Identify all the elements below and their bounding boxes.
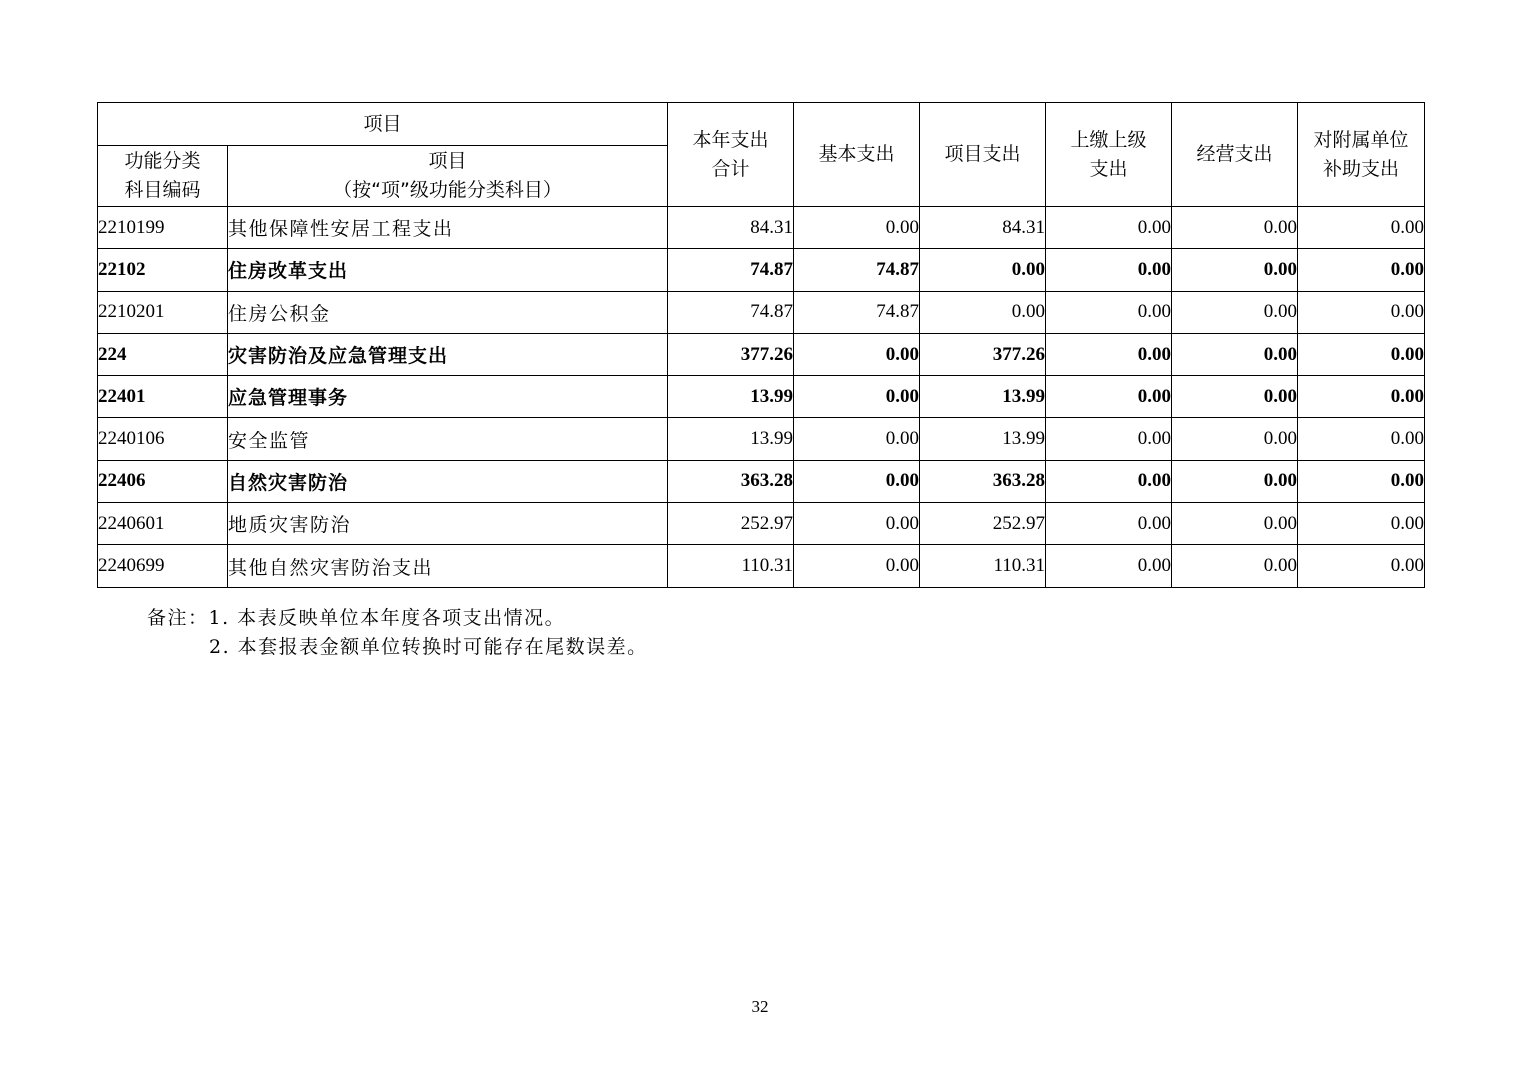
cell-code: 22102: [98, 249, 228, 291]
header-name-column: [228, 146, 668, 207]
cell-project: 377.26: [920, 333, 1046, 375]
table-body: [98, 207, 1425, 588]
header-line: 支出: [1089, 157, 1128, 180]
cell-basic: 0.00: [794, 376, 920, 418]
cell-project: 110.31: [920, 545, 1046, 587]
cell-subsidy: 0.00: [1298, 418, 1425, 460]
cell-code: 2210199: [98, 207, 228, 249]
note-line-1: [147, 604, 648, 633]
notes-label: 备注：: [147, 607, 209, 629]
table-header: [98, 103, 1425, 207]
header-line: 项目支出: [944, 143, 1021, 165]
cell-project: 13.99: [920, 418, 1046, 460]
cell-subsidy: 0.00: [1298, 503, 1425, 545]
header-basic-expenditure: [794, 103, 920, 207]
cell-project: 84.31: [920, 207, 1046, 249]
cell-total: 84.31: [668, 207, 794, 249]
header-line: 项目: [428, 150, 467, 172]
cell-basic: 0.00: [794, 545, 920, 587]
cell-code: 2240601: [98, 503, 228, 545]
cell-name: 其他自然灾害防治支出: [228, 545, 668, 587]
cell-operating: 0.00: [1172, 376, 1298, 418]
cell-remit: 0.00: [1046, 545, 1172, 587]
cell-name: 地质灾害防治: [228, 503, 668, 545]
cell-remit: 0.00: [1046, 418, 1172, 460]
cell-project: 363.28: [920, 460, 1046, 502]
cell-basic: 0.00: [794, 207, 920, 249]
cell-subsidy: 0.00: [1298, 291, 1425, 333]
cell-subsidy: 0.00: [1298, 333, 1425, 375]
cell-name: 灾害防治及应急管理支出: [228, 333, 668, 375]
cell-operating: 0.00: [1172, 207, 1298, 249]
table-row: [98, 418, 1425, 460]
header-project-expenditure: [920, 103, 1046, 207]
cell-basic: 74.87: [794, 249, 920, 291]
header-line: 经营支出: [1196, 143, 1273, 165]
header-line: 科目编码: [124, 179, 201, 201]
table-row: [98, 207, 1425, 249]
cell-project: 0.00: [920, 291, 1046, 333]
cell-code: 224: [98, 333, 228, 375]
cell-total: 74.87: [668, 249, 794, 291]
expenditure-table: [97, 102, 1425, 588]
note-item: 2. 本套报表金额单位转换时可能存在尾数误差。: [209, 636, 648, 658]
header-line: 基本支出: [818, 143, 895, 165]
header-subsidy-to-affiliates: [1298, 103, 1425, 207]
cell-code: 22406: [98, 460, 228, 502]
cell-total: 13.99: [668, 418, 794, 460]
cell-operating: 0.00: [1172, 249, 1298, 291]
header-line: 对附属单位: [1313, 128, 1409, 151]
cell-subsidy: 0.00: [1298, 376, 1425, 418]
page-number: 32: [751, 997, 769, 1016]
cell-basic: 74.87: [794, 291, 920, 333]
cell-total: 377.26: [668, 333, 794, 375]
header-line: （按“项”级功能分类科目）: [333, 179, 562, 201]
cell-total: 252.97: [668, 503, 794, 545]
cell-code: 2210201: [98, 291, 228, 333]
cell-basic: 0.00: [794, 460, 920, 502]
cell-basic: 0.00: [794, 503, 920, 545]
header-line: 合计: [711, 157, 750, 180]
cell-total: 363.28: [668, 460, 794, 502]
cell-remit: 0.00: [1046, 291, 1172, 333]
cell-name: 安全监管: [228, 418, 668, 460]
header-line: 本年支出: [692, 128, 769, 151]
cell-total: 13.99: [668, 376, 794, 418]
cell-project: 0.00: [920, 249, 1046, 291]
cell-remit: 0.00: [1046, 460, 1172, 502]
table-row: [98, 249, 1425, 291]
cell-operating: 0.00: [1172, 503, 1298, 545]
header-row-1: [98, 103, 1425, 146]
cell-name: 其他保障性安居工程支出: [228, 207, 668, 249]
cell-remit: 0.00: [1046, 207, 1172, 249]
cell-subsidy: 0.00: [1298, 545, 1425, 587]
note-line-2: [147, 633, 648, 662]
cell-operating: 0.00: [1172, 333, 1298, 375]
header-line: 补助支出: [1323, 157, 1400, 180]
cell-name: 住房改革支出: [228, 249, 668, 291]
cell-total: 74.87: [668, 291, 794, 333]
cell-subsidy: 0.00: [1298, 460, 1425, 502]
cell-code: 22401: [98, 376, 228, 418]
header-total-expenditure: [668, 103, 794, 207]
cell-basic: 0.00: [794, 333, 920, 375]
cell-remit: 0.00: [1046, 333, 1172, 375]
cell-total: 110.31: [668, 545, 794, 587]
header-project-group: 项目: [98, 103, 668, 146]
table-row: [98, 545, 1425, 587]
header-line: 功能分类: [124, 150, 201, 172]
cell-remit: 0.00: [1046, 376, 1172, 418]
header-remit-to-superior: [1046, 103, 1172, 207]
table-row: [98, 503, 1425, 545]
note-item: 1. 本表反映单位本年度各项支出情况。: [208, 607, 566, 629]
cell-name: 住房公积金: [228, 291, 668, 333]
cell-code: 2240699: [98, 545, 228, 587]
table-row: [98, 460, 1425, 502]
cell-operating: 0.00: [1172, 460, 1298, 502]
cell-operating: 0.00: [1172, 291, 1298, 333]
cell-code: 2240106: [98, 418, 228, 460]
cell-remit: 0.00: [1046, 249, 1172, 291]
cell-basic: 0.00: [794, 418, 920, 460]
table-row: [98, 333, 1425, 375]
cell-project: 13.99: [920, 376, 1046, 418]
cell-subsidy: 0.00: [1298, 207, 1425, 249]
cell-remit: 0.00: [1046, 503, 1172, 545]
cell-project: 252.97: [920, 503, 1046, 545]
table-row: [98, 376, 1425, 418]
header-line: 上缴上级: [1070, 128, 1147, 151]
header-code-column: [98, 146, 228, 207]
table-row: [98, 291, 1425, 333]
cell-operating: 0.00: [1172, 545, 1298, 587]
cell-name: 应急管理事务: [228, 376, 668, 418]
cell-name: 自然灾害防治: [228, 460, 668, 502]
cell-subsidy: 0.00: [1298, 249, 1425, 291]
notes: [147, 604, 648, 662]
cell-operating: 0.00: [1172, 418, 1298, 460]
header-operating-expenditure: [1172, 103, 1298, 207]
